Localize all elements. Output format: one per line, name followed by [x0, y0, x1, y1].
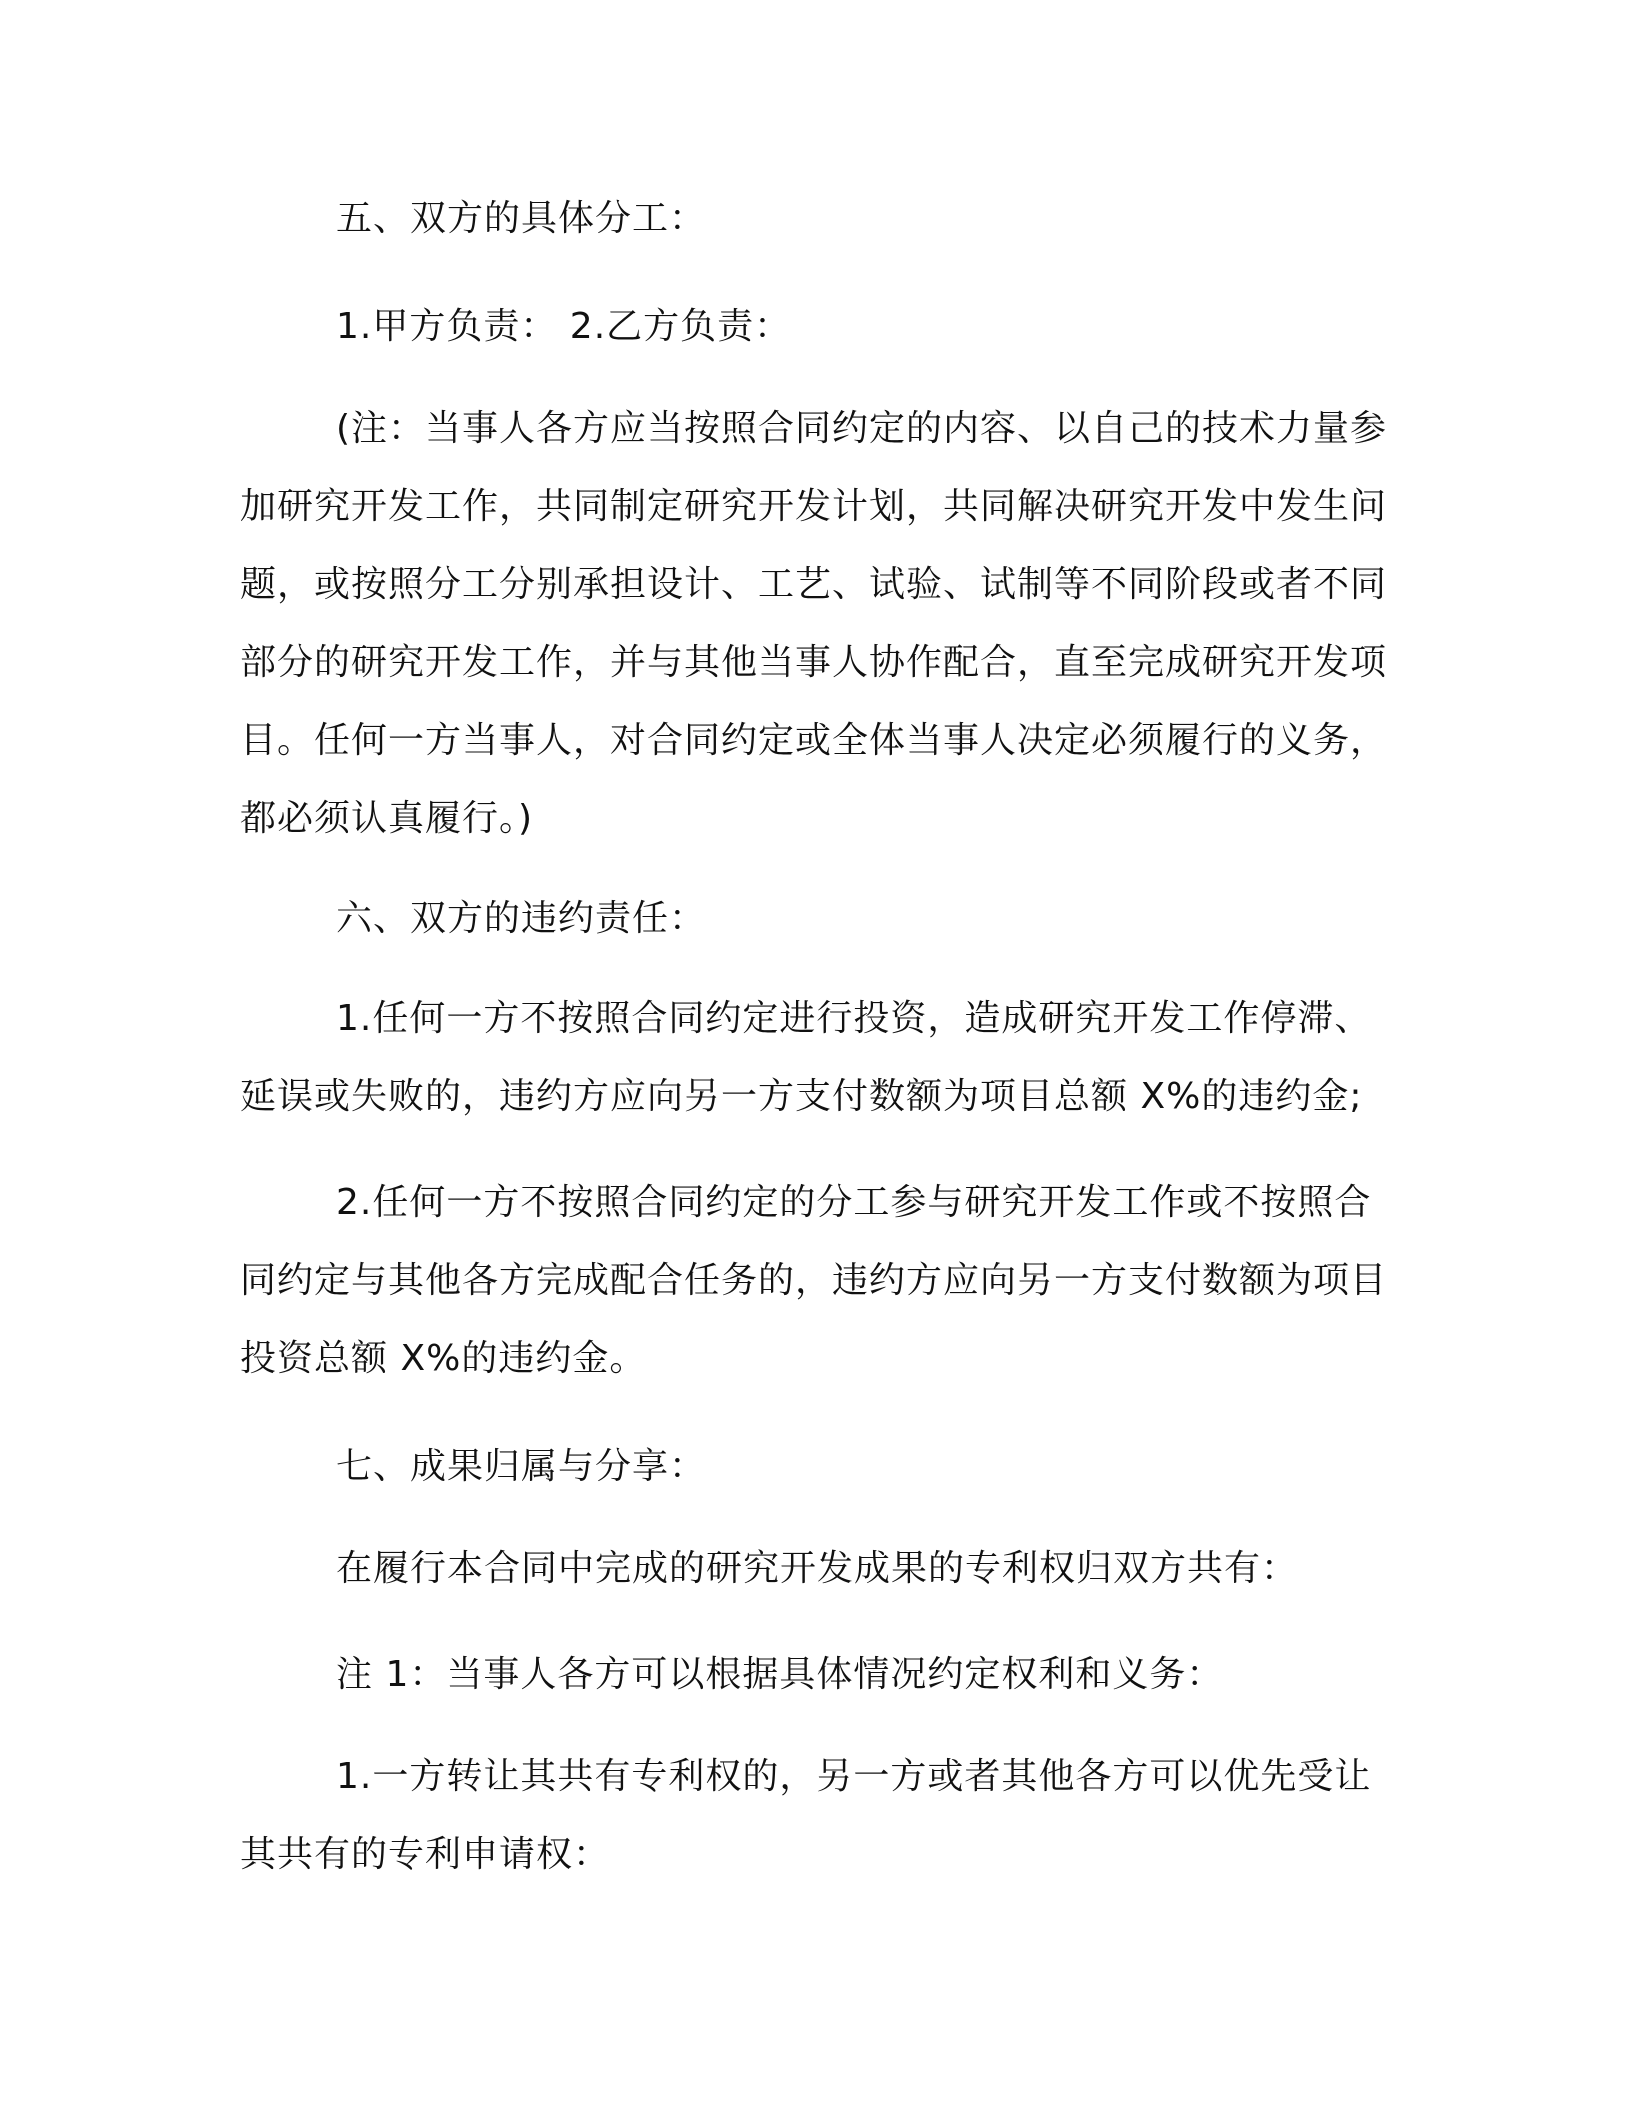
breach-clause-1: 1.任何一方不按照合同约定进行投资，造成研究开发工作停滞、延误或失败的，违约方应向另一方支付数额为项目总额 X%的违约金;: [240, 998, 1372, 1117]
party-duties-line: 1.甲方负责： 2.乙方负责：: [336, 306, 792, 347]
patent-ownership-paragraph: 在履行本合同中完成的研究开发成果的专利权归双方共有：: [336, 1548, 1299, 1589]
patent-transfer-clause-1: 1.一方转让其共有专利权的，另一方或者其他各方可以优先受让其共有的专利申请权：: [240, 1756, 1372, 1875]
section-heading-results-ownership: 七、成果归属与分享：: [336, 1446, 707, 1487]
section-heading-division-of-work: 五、双方的具体分工：: [336, 198, 707, 239]
rights-note-paragraph: 注 1：当事人各方可以根据具体情况约定权利和义务：: [336, 1654, 1224, 1695]
division-note-paragraph: (注：当事人各方应当按照合同约定的内容、以自己的技术力量参加研究开发工作，共同制定研究开发计划，共同解决研究开发中发生问题，或按照分工分别承担设计、工艺、试验、试制等不同阶段或者不同部分的研究开发工作，并与其他当事人协作配合，直至完成研究开发项目。任何一方当事人，对合同约定或全体当事人决定必须履行的义务，都必须认真履行。): [240, 408, 1388, 839]
section-heading-breach-liability: 六、双方的违约责任：: [336, 898, 707, 939]
breach-clause-2: 2.任何一方不按照合同约定的分工参与研究开发工作或不按照合同约定与其他各方完成配合任务的，违约方应向另一方支付数额为项目投资总额 X%的违约金。: [240, 1182, 1388, 1379]
